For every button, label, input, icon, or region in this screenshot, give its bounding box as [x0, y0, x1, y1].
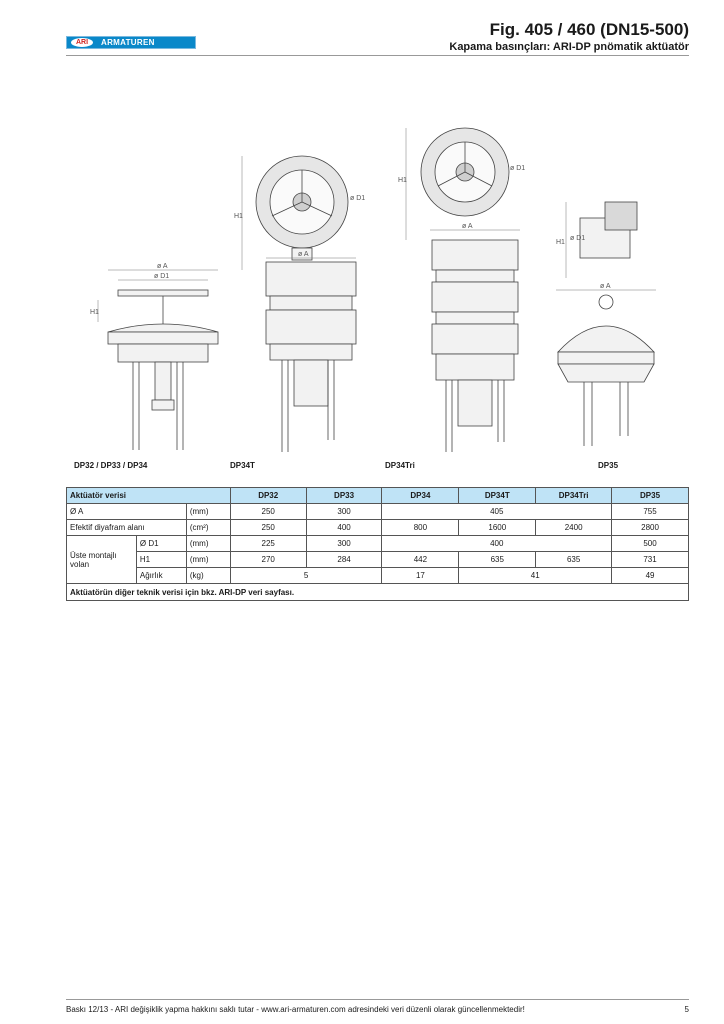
table-row-d1	[67, 536, 689, 552]
cell-dp33: 300	[306, 504, 382, 520]
row-unit: (mm)	[186, 552, 230, 568]
dp34t-dim-d1: ø D1	[350, 195, 366, 202]
caption-dp34tri: DP34Tri	[385, 461, 415, 470]
cell-dp33: 300	[306, 536, 382, 552]
logo-mark: ARI	[71, 38, 93, 47]
table-row-h1	[67, 552, 689, 568]
row-unit: (mm)	[186, 536, 230, 552]
ari-armaturen-logo	[66, 36, 196, 49]
page-subtitle: Kapama basınçları: ARI-DP pnömatik aktüatör	[449, 41, 689, 53]
dp34tri-dim-a: ø A	[462, 223, 473, 230]
table-note: Aktüatörün diğer teknik verisi için bkz. ARI-DP veri sayfası.	[67, 584, 689, 601]
cell-dp34: 442	[382, 552, 459, 568]
header-dp34: DP34	[382, 488, 459, 504]
header-dp35: DP35	[612, 488, 689, 504]
drawing-dp32-family	[98, 270, 218, 450]
cell-dp35: 731	[612, 552, 689, 568]
row-unit: (cm²)	[186, 520, 230, 536]
row-label: Ø D1	[136, 536, 186, 552]
cell-dp34-to-dp34tri: 405	[382, 504, 612, 520]
header-dp32: DP32	[230, 488, 306, 504]
table-row-weight	[67, 568, 689, 584]
cell-dp34: 800	[382, 520, 459, 536]
actuator-drawings	[60, 120, 700, 460]
drawing-dp34tri	[406, 128, 520, 452]
cell-dp32: 270	[230, 552, 306, 568]
table-row-diaphragm-area	[67, 520, 689, 536]
table-row-a	[67, 504, 689, 520]
cell-dp34tri: 635	[536, 552, 612, 568]
group-label-handwheel: Üste montajlı volan	[67, 536, 137, 584]
caption-dp34t: DP34T	[230, 461, 255, 470]
table-note-row	[67, 584, 689, 601]
cell-dp34tri: 2400	[536, 520, 612, 536]
cell-dp32: 225	[230, 536, 306, 552]
table-header-row	[67, 488, 689, 504]
dp35-dim-h1: H1	[556, 239, 565, 246]
footer-divider	[66, 999, 689, 1000]
dp34tri-dim-h1: H1	[398, 177, 407, 184]
cell-dp34t: 1600	[459, 520, 536, 536]
cell-dp34-to-dp34tri: 400	[382, 536, 612, 552]
row-label: Efektif diyafram alanı	[67, 520, 187, 536]
cell-dp34t: 635	[459, 552, 536, 568]
row-unit: (mm)	[186, 504, 230, 520]
header-dp33: DP33	[306, 488, 382, 504]
dp32-dim-a: ø A	[157, 263, 168, 270]
header-actuator-data: Aktüatör verisi	[67, 488, 231, 504]
dp35-dim-d1: ø D1	[570, 235, 586, 242]
logo-text: ARMATUREN	[101, 38, 155, 47]
cell-dp34: 17	[382, 568, 459, 584]
caption-dp35: DP35	[598, 461, 619, 470]
header-divider	[66, 55, 689, 56]
cell-dp33: 400	[306, 520, 382, 536]
cell-dp32: 250	[230, 520, 306, 536]
page-number: 5	[684, 1005, 689, 1014]
cell-dp33: 284	[306, 552, 382, 568]
dp32-dim-h1: H1	[90, 309, 99, 316]
cell-dp35: 755	[612, 504, 689, 520]
dp34t-dim-a: ø A	[298, 251, 309, 258]
row-label: Ø A	[67, 504, 187, 520]
caption-dp32-family: DP32 / DP33 / DP34	[74, 461, 148, 470]
dp34tri-dim-d1: ø D1	[510, 165, 526, 172]
dp35-dim-a: ø A	[600, 283, 611, 290]
actuator-data-table	[66, 487, 689, 601]
cell-dp35: 2800	[612, 520, 689, 536]
row-label: Ağırlık	[136, 568, 186, 584]
row-unit: (kg)	[186, 568, 230, 584]
cell-dp32-dp33: 5	[230, 568, 382, 584]
row-label: H1	[136, 552, 186, 568]
drawing-dp34t	[242, 156, 356, 452]
dp32-dim-d1: ø D1	[154, 273, 170, 280]
dp34t-dim-h1: H1	[234, 213, 243, 220]
page-title: Fig. 405 / 460 (DN15-500)	[489, 20, 689, 39]
cell-dp35: 49	[612, 568, 689, 584]
cell-dp35: 500	[612, 536, 689, 552]
header-dp34t: DP34T	[459, 488, 536, 504]
cell-dp34t-dp34tri: 41	[459, 568, 612, 584]
footer-text: Baskı 12/13 - ARI değişiklik yapma hakkını saklı tutar - www.ari-armaturen.com adresindeki veri düzenli olarak güncellenmektedir!	[66, 1005, 525, 1014]
cell-dp32: 250	[230, 504, 306, 520]
header-dp34tri: DP34Tri	[536, 488, 612, 504]
